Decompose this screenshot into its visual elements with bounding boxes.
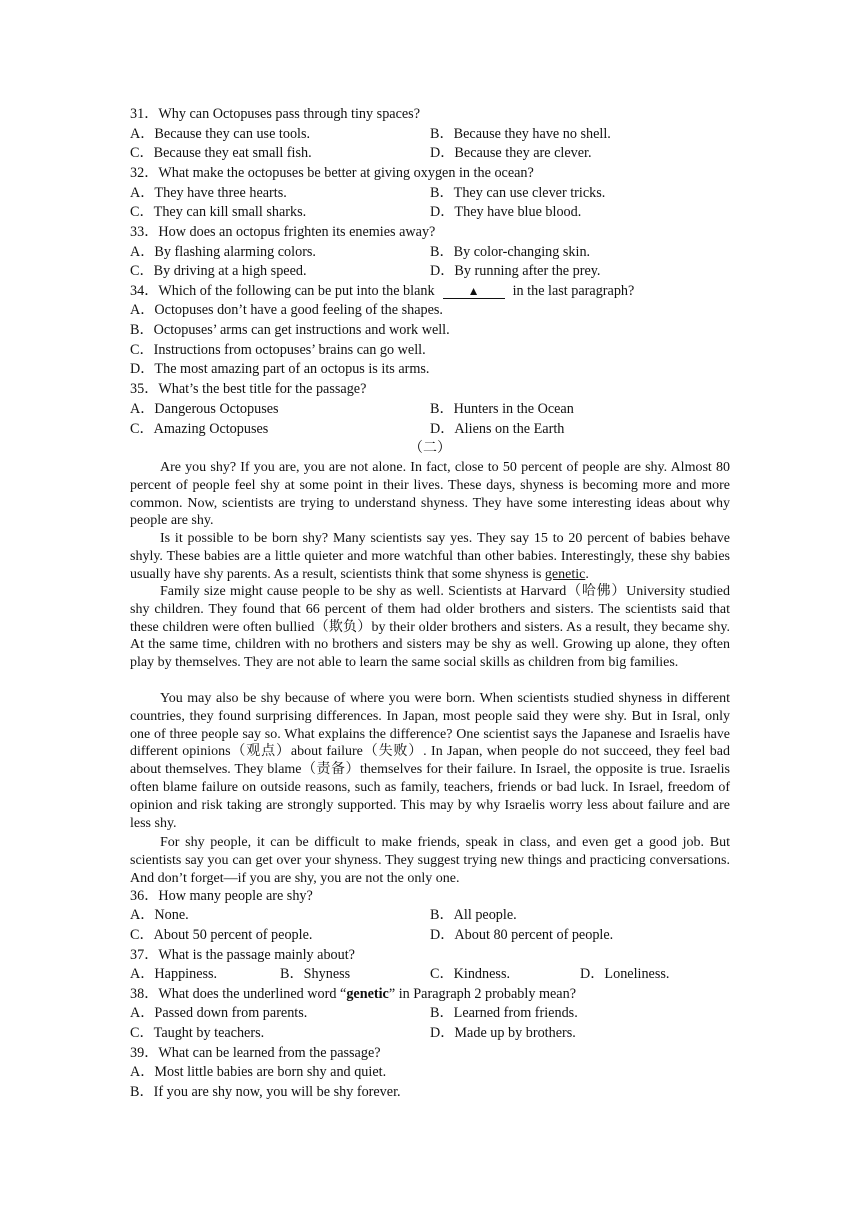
- question-36-option-a: A．None.: [130, 907, 189, 923]
- question-37-stem: 37．What is the passage mainly about?: [130, 947, 355, 963]
- question-37-option-b: B．Shyness: [280, 966, 351, 982]
- question-34-option-c: C．Instructions from octopuses’ brains can go well.: [130, 342, 426, 358]
- question-31-option-a: A．Because they can use tools.: [130, 126, 311, 142]
- question-35-option-c: C．Amazing Octopuses: [130, 421, 269, 437]
- passage-paragraph-4: You may also be shy because of where you were born. When scientists studied shyness in different countries, they found surprising differences. In Japan, most people said they were shy. But in Isral, only one of three people say so. What explains the difference? One scientist says the Japanese and Israelis have different opinions（观点）about failure（失败）. In Japan, when people do not succeed, they feel bad about themselves. They blame（责备）themselves for their failure. In Israel, the opposite is true. Israelis often blame failure on outside reasons, such as family, teachers, friends or bad luck. In Israel, freedom of opinion and risk taking are strongly supported. This may by why Israelis worry less about failure and are less shy.: [130, 691, 730, 831]
- passage-paragraph-5: For shy people, it can be difficult to make friends, speak in class, and even get a good job. But scientists say you can get over your shyness. They suggest trying new things and practicing conversations. And don’t forget—if you are shy, you are not the only one.: [130, 835, 730, 886]
- question-37-option-d: D．Loneliness.: [580, 966, 670, 982]
- question-33-option-b: B．By color-changing skin.: [430, 244, 591, 260]
- question-34-option-b: B．Octopuses’ arms can get instructions and work well.: [130, 322, 450, 338]
- question-36-option-c: C．About 50 percent of people.: [130, 927, 313, 943]
- question-37-option-c: C．Kindness.: [430, 966, 511, 982]
- question-34-stem-after: in the last paragraph?: [512, 283, 635, 299]
- question-35-option-d: D．Aliens on the Earth: [430, 421, 565, 437]
- question-32-option-b: B．They can use clever tricks.: [430, 185, 606, 201]
- question-34-stem-before: 34．Which of the following can be put into the blank: [130, 283, 435, 299]
- question-34-option-d: D．The most amazing part of an octopus is its arms.: [130, 361, 430, 377]
- question-35-stem: 35．What’s the best title for the passage?: [130, 381, 367, 397]
- question-32-option-c: C．They can kill small sharks.: [130, 204, 307, 220]
- bold-word: genetic: [346, 986, 389, 1002]
- question-34-stem: [130, 282, 634, 301]
- question-31-option-d: D．Because they are clever.: [430, 145, 592, 161]
- question-36-stem: 36．How many people are shy?: [130, 888, 313, 904]
- question-35-option-b: B．Hunters in the Ocean: [430, 401, 574, 417]
- passage-paragraph-2: Is it possible to be born shy? Many scientists say yes. They say 15 to 20 percent of babies behave shyly. These babies are a little quieter and more watchful than other babies. Interestingly, these shy babies usually have shy parents. As a result, scientists think that some shyness is genetic.: [130, 531, 730, 582]
- question-39-option-b: B．If you are shy now, you will be shy forever.: [130, 1084, 401, 1100]
- passage-paragraph-1: Are you shy? If you are, you are not alone. In fact, close to 50 percent of people are shy. Almost 80 percent of people feel shy at some point in their lives. These days, shyness is becoming more and more common. Now, scientists are trying to understand shyness. They have some interesting ideas about why people are shy.: [130, 460, 730, 529]
- underlined-word: genetic: [544, 566, 586, 582]
- question-31-option-b: B．Because they have no shell.: [430, 126, 611, 142]
- question-35-option-a: A．Dangerous Octopuses: [130, 401, 279, 417]
- triangle-icon: ▲: [467, 284, 480, 298]
- question-31-stem: 31．Why can Octopuses pass through tiny spaces?: [130, 106, 420, 122]
- question-33-option-c: C．By driving at a high speed.: [130, 263, 307, 279]
- question-39-option-a: A．Most little babies are born shy and quiet.: [130, 1064, 387, 1080]
- question-39-stem: 39．What can be learned from the passage?: [130, 1045, 381, 1061]
- question-36-option-d: D．About 80 percent of people.: [430, 927, 614, 943]
- question-33-stem: 33．How does an octopus frighten its enemies away?: [130, 224, 436, 240]
- question-36-option-b: B．All people.: [430, 907, 517, 923]
- answer-blank: [443, 284, 505, 299]
- question-33-option-a: A．By flashing alarming colors.: [130, 244, 316, 260]
- question-38-option-c: C．Taught by teachers.: [130, 1025, 265, 1041]
- passage-paragraph-3: Family size might cause people to be shy as well. Scientists at Harvard（哈佛）University studied shy children. They found that 66 percent of them had older brothers and sisters. The scientists said that these children were often bullied（欺负）by their older brothers and sisters. As a result, they became shy. At the same time, children with no brothers and sisters may be shy as well. Growing up alone, they often play by themselves. They are not able to learn the same social skills as children from big families.: [130, 584, 730, 671]
- question-32-option-d: D．They have blue blood.: [430, 204, 582, 220]
- question-31-option-c: C．Because they eat small fish.: [130, 145, 312, 161]
- question-38-option-d: D．Made up by brothers.: [430, 1025, 576, 1041]
- question-32-option-a: A．They have three hearts.: [130, 185, 287, 201]
- question-38-option-a: A．Passed down from parents.: [130, 1005, 308, 1021]
- question-38-stem: 38．What does the underlined word “genetic” in Paragraph 2 probably mean?: [130, 986, 576, 1002]
- section-heading: （二）: [409, 441, 451, 456]
- question-38-option-b: B．Learned from friends.: [430, 1005, 578, 1021]
- question-33-option-d: D．By running after the prey.: [430, 263, 601, 279]
- question-37-option-a: A．Happiness.: [130, 966, 218, 982]
- question-34-option-a: A．Octopuses don’t have a good feeling of the shapes.: [130, 302, 443, 318]
- question-32-stem: 32．What make the octopuses be better at giving oxygen in the ocean?: [130, 165, 534, 181]
